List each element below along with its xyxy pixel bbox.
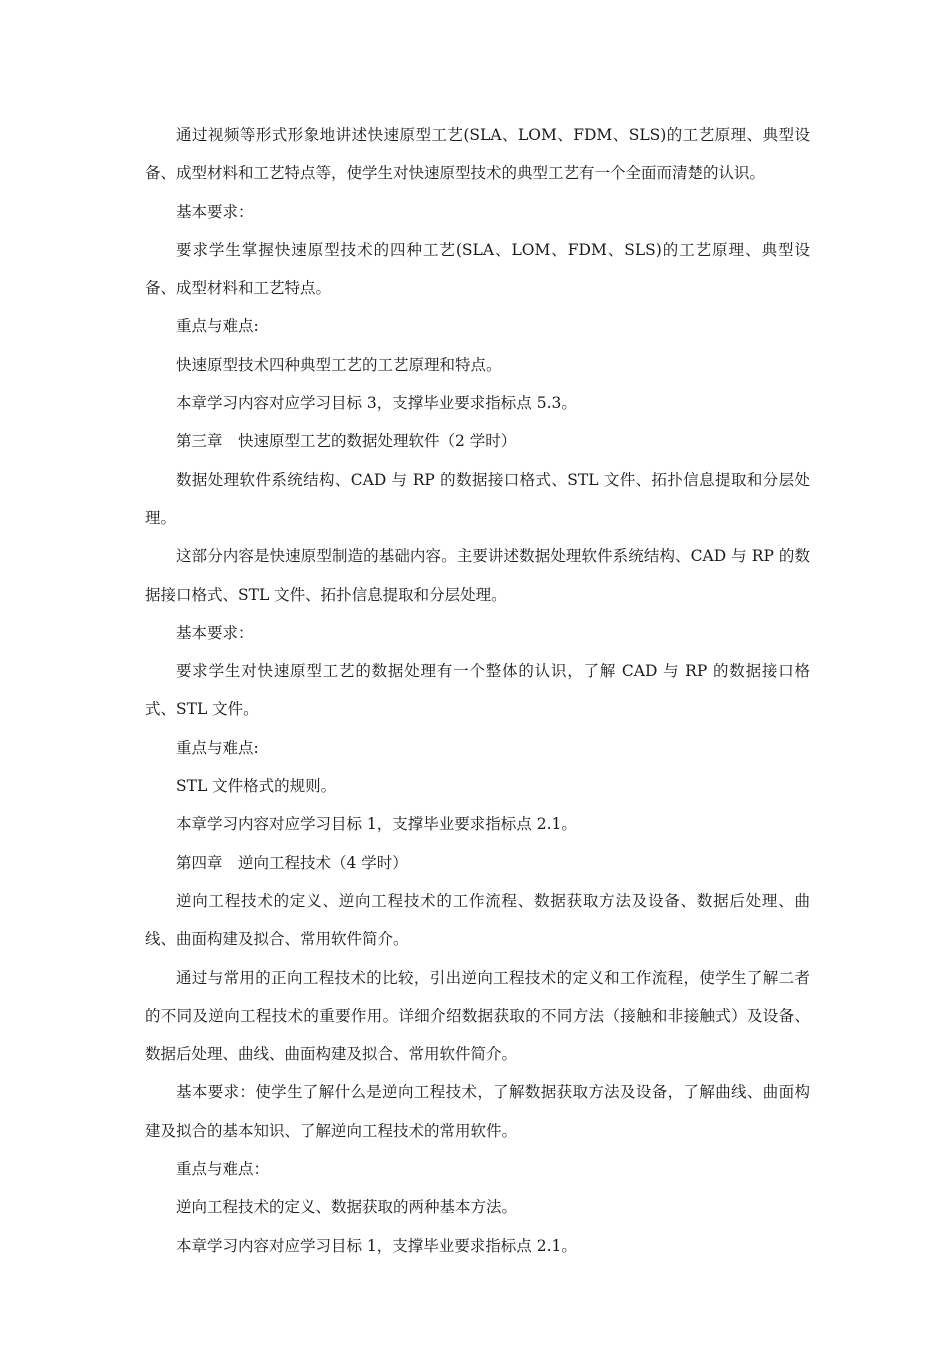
paragraph-key-points-label: 重点与难点： (176, 1160, 270, 1179)
paragraph-chapter4-objective-mapping: 本章学习内容对应学习目标 1，支撑毕业要求指标点 2.1。 (176, 1236, 577, 1255)
chapter4-heading: 第四章 逆向工程技术（4 学时） (176, 853, 408, 872)
paragraph-chapter3-key-points: STL 文件格式的规则。 (176, 777, 337, 796)
paragraph-rp-basic-requirements: 要求学生掌握快速原型技术的四种工艺(SLA、LOM、FDM、SLS)的工艺原理、典型设备、成型材料和工艺特点。 (145, 240, 810, 298)
paragraph-chapter4-basic-requirements: 基本要求：使学生了解什么是逆向工程技术，了解数据获取方法及设备，了解曲线、曲面构建及拟合的基本知识、了解逆向工程技术的常用软件。 (145, 1083, 810, 1140)
paragraph-key-points-label: 重点与难点: (176, 738, 259, 757)
paragraph-chapter4-key-points: 逆向工程技术的定义、数据获取的两种基本方法。 (176, 1198, 518, 1217)
paragraph-chapter3-objective-mapping: 本章学习内容对应学习目标 1，支撑毕业要求指标点 2.1。 (176, 815, 577, 834)
paragraph-chapter3-topics: 数据处理软件系统结构、CAD 与 RP 的数据接口格式、STL 文件、拓扑信息提取和分层处理。 (145, 470, 810, 527)
paragraph-chapter3-basic-requirements: 要求学生对快速原型工艺的数据处理有一个整体的认识，了解 CAD 与 RP 的数据接口格式、STL 文件。 (145, 662, 810, 719)
chapter3-heading: 第三章 快速原型工艺的数据处理软件（2 学时） (176, 432, 517, 451)
paragraph-chapter3-description: 这部分内容是快速原型制造的基础内容。主要讲述数据处理软件系统结构、CAD 与 RP 的数据接口格式、STL 文件、拓扑信息提取和分层处理。 (145, 547, 810, 604)
paragraph-key-points-label: 重点与难点: (176, 317, 259, 336)
paragraph-chapter4-topics: 逆向工程技术的定义、逆向工程技术的工作流程、数据获取方法及设备、数据后处理、曲线、曲面构建及拟合、常用软件简介。 (145, 891, 810, 949)
paragraph-rp-key-points: 快速原型技术四种典型工艺的工艺原理和特点。 (176, 355, 502, 374)
paragraph-basic-requirements-label: 基本要求： (176, 623, 254, 642)
paragraph-chapter2-objective-mapping: 本章学习内容对应学习目标 3，支撑毕业要求指标点 5.3。 (176, 394, 577, 413)
paragraph-rp-process-intro: 通过视频等形式形象地讲述快速原型工艺(SLA、LOM、FDM、SLS)的工艺原理、典型设备、成型材料和工艺特点等，使学生对快速原型技术的典型工艺有一个全面而清楚的认识。 (145, 126, 810, 183)
paragraph-basic-requirements-label: 基本要求： (176, 202, 254, 221)
document-body (145, 116, 810, 1265)
paragraph-chapter4-description: 通过与常用的正向工程技术的比较，引出逆向工程技术的定义和工作流程，使学生了解二者的不同及逆向工程技术的重要作用。详细介绍数据获取的不同方法（接触和非接触式）及设备、数据后处理、曲线、曲面构建及拟合、常用软件简介。 (145, 968, 810, 1064)
